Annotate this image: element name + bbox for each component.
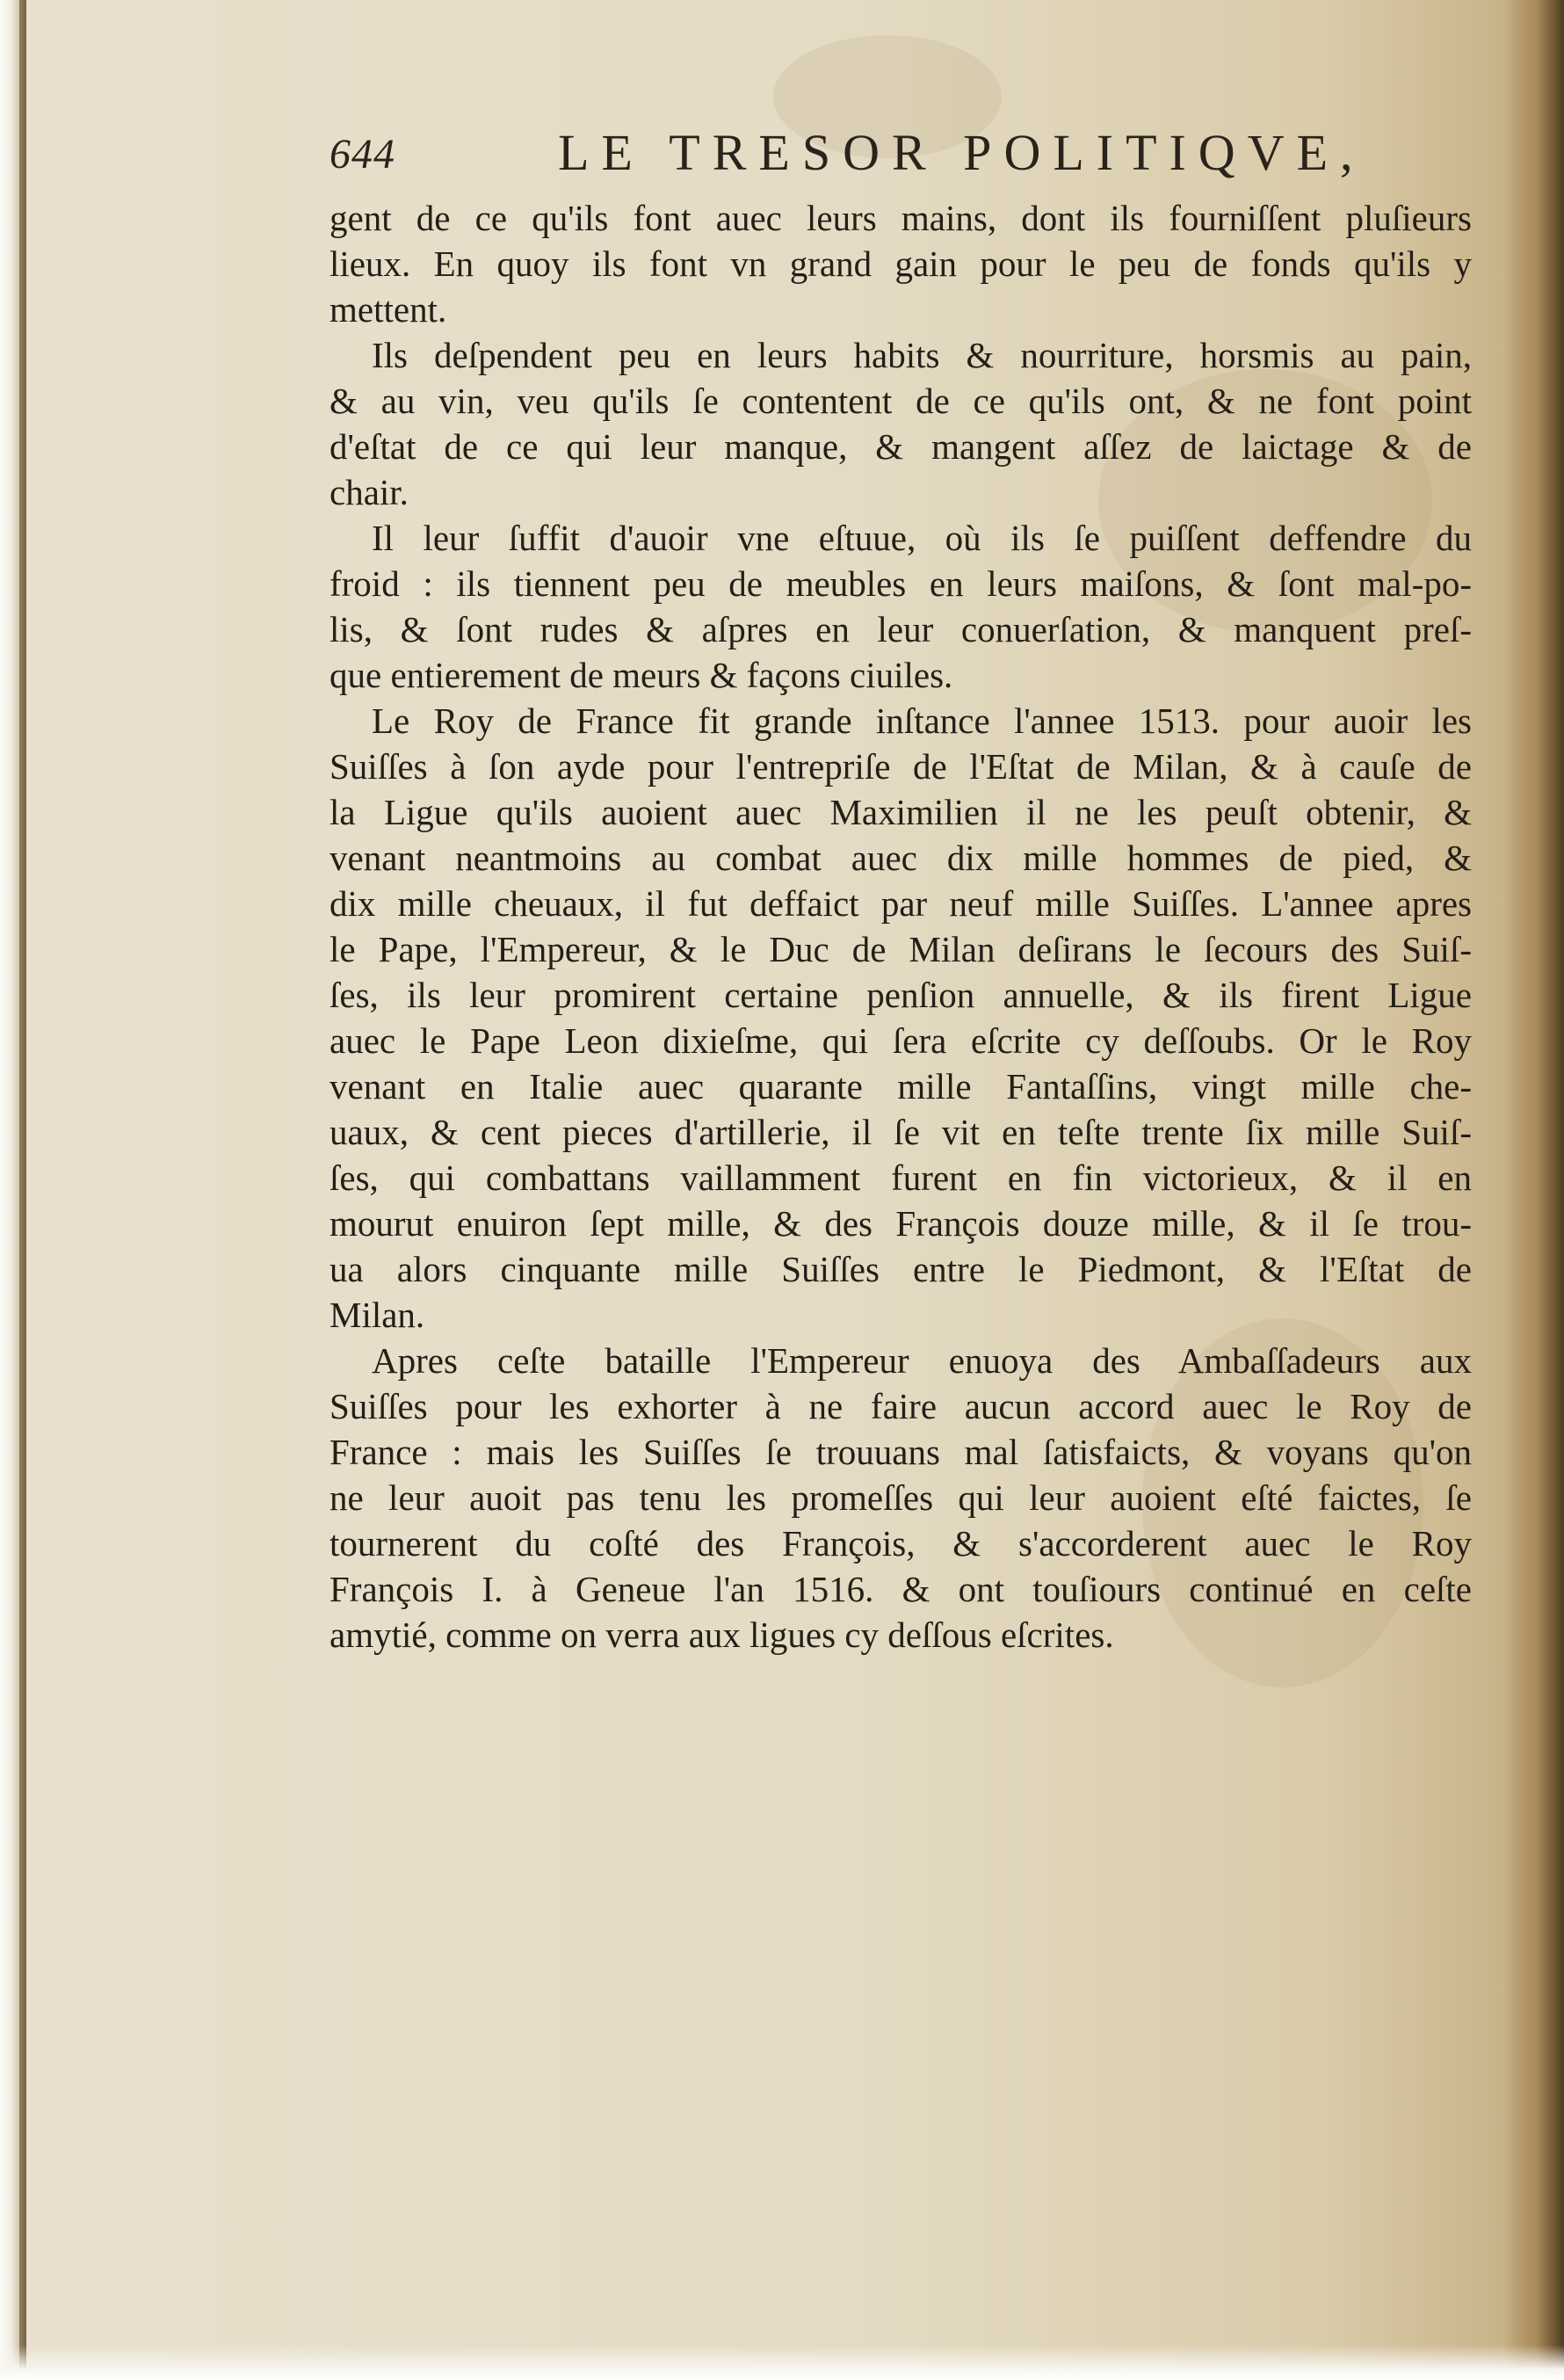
- text-line: amytié, comme on verra aux ligues cy deſſous eſcrites.: [329, 1614, 1114, 1655]
- text-line: ſes, qui combattans vaillamment furent en fin victorieux, & il en: [329, 1157, 1472, 1198]
- running-title: LE TRESOR POLITIQVE,: [558, 124, 1365, 181]
- text-line: mettent.: [329, 289, 447, 330]
- text-line: Il leur ſuffit d'auoir vne eſtuue, où ils ſe puiſſent deffendre du: [372, 518, 1472, 558]
- page-right-edge: [1502, 0, 1564, 2380]
- text-line: la Ligue qu'ils auoient auec Maximilien il ne les peuſt obtenir, &: [329, 792, 1472, 832]
- gutter-shadow: [19, 0, 26, 2380]
- text-line: Apres ceſte bataille l'Empereur enuoya des Ambaſſadeurs aux: [372, 1340, 1472, 1381]
- page-number: 644: [329, 131, 395, 178]
- text-line: mourut enuiron ſept mille, & des François douze mille, & il ſe trou-: [329, 1203, 1472, 1244]
- text-line: lieux. En quoy ils font vn grand gain pour le peu de fonds qu'ils y: [329, 243, 1472, 284]
- text-line: Suiſſes pour les exhorter à ne faire aucun accord auec le Roy de: [329, 1386, 1472, 1426]
- text-line: auec le Pape Leon dixieſme, qui ſera eſcrite cy deſſoubs. Or le Roy: [329, 1020, 1472, 1061]
- text-line: que entierement de meurs & façons ciuiles.: [329, 655, 953, 695]
- text-line: Milan.: [329, 1295, 425, 1335]
- text-line: ua alors cinquante mille Suiſſes entre le Piedmont, & l'Eſtat de: [329, 1249, 1472, 1289]
- text-line: venant neantmoins au combat auec dix mille hommes de pied, &: [329, 838, 1472, 878]
- text-line: dix mille cheuaux, il fut deffaict par neuf mille Suiſſes. L'annee apres: [329, 883, 1472, 924]
- body-text: [329, 195, 1472, 1658]
- text-line: froid : ils tiennent peu de meubles en leurs maiſons, & ſont mal-po-: [329, 563, 1472, 604]
- text-line: uaux, & cent pieces d'artillerie, il ſe vit en teſte trente ſix mille Suiſ-: [329, 1112, 1472, 1152]
- text-line: tournerent du coſté des François, & s'accorderent auec le Roy: [329, 1523, 1472, 1564]
- text-line: & au vin, veu qu'ils ſe contentent de ce qu'ils ont, & ne font point: [329, 381, 1472, 421]
- text-line: venant en Italie auec quarante mille Fantaſſins, vingt mille che-: [329, 1066, 1472, 1107]
- text-line: Ils deſpendent peu en leurs habits & nourriture, horsmis au pain,: [372, 335, 1472, 375]
- text-line: gent de ce qu'ils font auec leurs mains, dont ils fourniſſent pluſieurs: [329, 198, 1472, 238]
- page-bottom-edge: [0, 2345, 1564, 2380]
- text-line: François I. à Geneue l'an 1516. & ont touſiours continué en ceſte: [329, 1569, 1472, 1609]
- text-line: chair.: [329, 472, 409, 512]
- text-line: Suiſſes à ſon ayde pour l'entrepriſe de l'Eſtat de Milan, & à cauſe de: [329, 746, 1472, 787]
- text-line: Le Roy de France fit grande inſtance l'annee 1513. pour auoir les: [372, 700, 1472, 741]
- text-line: le Pape, l'Empereur, & le Duc de Milan deſirans le ſecours des Suiſ-: [329, 929, 1472, 969]
- text-line: d'eſtat de ce qui leur manque, & mangent aſſez de laictage & de: [329, 426, 1472, 467]
- text-line: lis, & ſont rudes & aſpres en leur conuerſation, & manquent preſ-: [329, 609, 1472, 649]
- running-header: [329, 123, 1445, 185]
- text-line: ne leur auoit pas tenu les promeſſes qui leur auoient eſté faictes, ſe: [329, 1477, 1472, 1518]
- text-line: France : mais les Suiſſes ſe trouuans mal ſatisfaicts, & voyans qu'on: [329, 1432, 1472, 1472]
- text-line: ſes, ils leur promirent certaine penſion annuelle, & ils firent Ligue: [329, 975, 1472, 1015]
